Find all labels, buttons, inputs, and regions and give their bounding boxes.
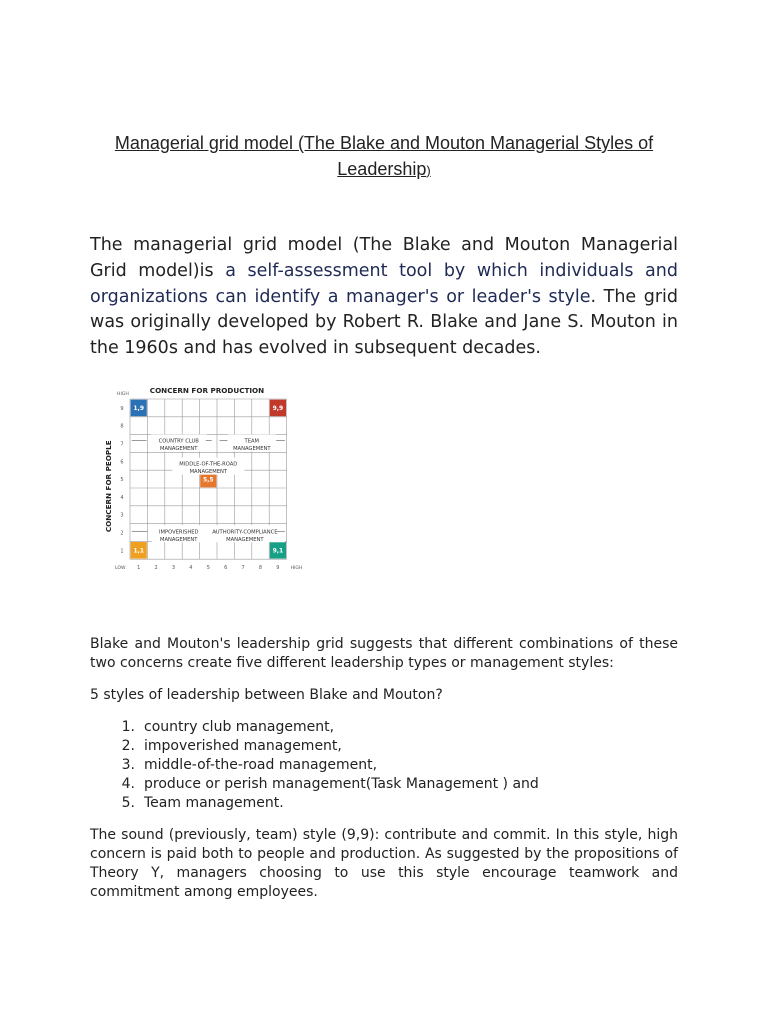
region-label: TEAM: [244, 438, 260, 445]
managerial-grid-svg: [105, 380, 310, 576]
grid-cell-label: 9,1: [272, 547, 284, 555]
list-item-number: 5.: [121, 795, 135, 811]
x-tick-label: 8: [258, 565, 263, 572]
y-tick-label: 4: [120, 494, 124, 501]
x-tick-label: 7: [241, 565, 245, 572]
x-tick-label: 3: [171, 565, 176, 572]
x-axis-title: CONCERN FOR PRODUCTION: [149, 386, 265, 395]
y-tick-label: 6: [120, 459, 124, 466]
y-tick-label: 8: [120, 423, 124, 430]
grid-cell-label: 5,5: [202, 476, 214, 484]
intro-highlight: a self-assessment tool by which individuals and organizations can identify a manager's or leader's style: [90, 260, 678, 307]
list-item: [90, 718, 678, 737]
y-tick-label: 1: [120, 548, 124, 555]
list-item-text: produce or perish management(Task Management ) and: [144, 776, 539, 792]
region-label: MANAGEMENT: [159, 446, 198, 452]
region-label: MANAGEMENT: [233, 446, 271, 452]
x-tick-label: 2: [154, 565, 158, 572]
x-tick-label: 9: [276, 565, 280, 572]
list-item: [90, 794, 678, 813]
list-item-number: 1.: [121, 719, 135, 735]
list-item: [90, 775, 678, 794]
x-tick-label: 5: [206, 565, 210, 572]
managerial-grid-figure: [105, 380, 310, 576]
region-label: MANAGEMENT: [226, 536, 264, 543]
axis-high-top: HIGH: [117, 392, 129, 397]
paragraph-grid-summary: Blake and Mouton's leadership grid suggests that different combinations of these two concerns create five different leadership types or management styles:: [90, 636, 678, 671]
region-label: COUNTRY CLUB: [158, 438, 199, 445]
grid-cell-label: 9,9: [272, 405, 284, 413]
paragraph-styles-question: 5 styles of leadership between Blake and Mouton?: [90, 687, 443, 703]
grid-cell-label: 1,1: [133, 547, 145, 555]
intro-lead: The managerial grid model (The Blake and Mouton Managerial Grid model)is: [90, 235, 678, 281]
list-item: [90, 737, 678, 756]
paragraph-sound-style: The sound (previously, team) style (9,9): contribute and commit. In this style, high concern is paid both to people and production. As suggested by the propositions of Theory Y, managers choosing to use this style encourage teamwork and commitment among employees.: [90, 827, 678, 900]
list-item-text: country club management,: [144, 719, 335, 735]
title-part-3: ): [426, 163, 431, 178]
y-tick-label: 5: [120, 477, 124, 484]
region-label: MANAGEMENT: [189, 469, 228, 476]
styles-list: [90, 718, 678, 813]
region-label: AUTHORITY-COMPLIANCE: [212, 529, 278, 536]
y-tick-label: 7: [120, 441, 124, 448]
region-label: IMPOVERISHED: [158, 529, 199, 536]
title-part-2: Styles of Leadership: [337, 133, 654, 179]
list-item: [90, 756, 678, 775]
axis-low-label: LOW: [115, 566, 126, 572]
y-tick-label: 2: [120, 530, 124, 537]
region-label: MIDDLE-OF-THE-ROAD: [179, 461, 238, 468]
list-item-number: 3.: [121, 757, 135, 773]
y-tick-label: 3: [120, 512, 124, 519]
x-tick-label: 6: [224, 565, 228, 572]
list-item-number: 4.: [121, 776, 135, 792]
list-item-text: middle-of-the-road management,: [144, 757, 378, 773]
intro-tail: . The grid was originally developed by Robert R. Blake and Jane S. Mouton in the 1960s and has evolved in subsequent decades.: [90, 286, 679, 359]
x-tick-label: 4: [189, 565, 193, 572]
y-tick-label: 9: [120, 405, 124, 412]
x-tick-label: 1: [137, 565, 141, 572]
region-label: MANAGEMENT: [159, 536, 198, 543]
grid-cell-label: 1,9: [133, 405, 145, 413]
intro-paragraph: [90, 233, 678, 362]
title-part-1: Managerial grid model (The Blake and Mouton Managerial: [114, 133, 585, 153]
document-title: [90, 130, 678, 184]
axis-high-right: HIGH: [290, 566, 303, 572]
list-item-number: 2.: [121, 738, 135, 754]
list-item-text: Team management.: [144, 795, 284, 811]
list-item-text: impoverished management,: [144, 738, 342, 754]
y-axis-title: CONCERN FOR PEOPLE: [104, 440, 113, 533]
